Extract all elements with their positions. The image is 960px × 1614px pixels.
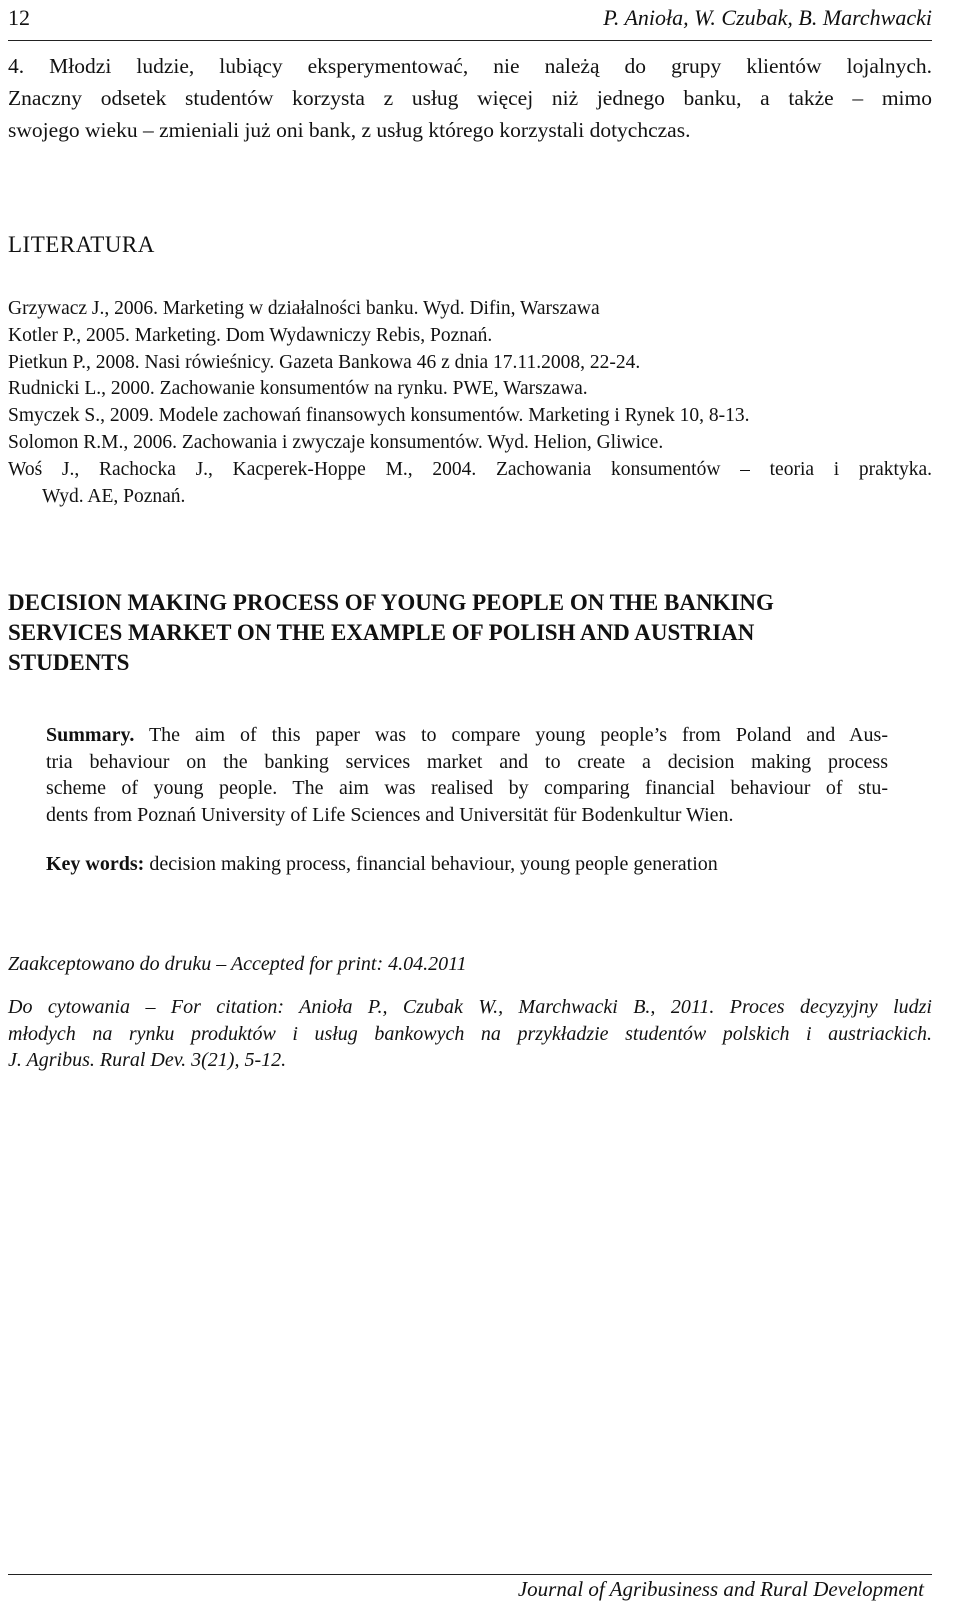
accepted-note: Zaakceptowano do druku – Accepted for print: 4.04.2011 (8, 953, 467, 975)
keywords-text: decision making process, financial behaviour, young people generation (144, 853, 718, 875)
reference-list (8, 296, 932, 510)
keywords-label: Key words: (46, 853, 145, 875)
summary-line (46, 722, 888, 749)
summary-line: scheme of young people. The aim was realised by comparing financial behaviour of stu- (46, 777, 888, 799)
summary-text: The aim of this paper was to compare young people’s from Poland and Aus- (134, 724, 888, 746)
title-line: DECISION MAKING PROCESS OF YOUNG PEOPLE ON THE BANKING (8, 590, 774, 615)
footer-journal-name: Journal of Agribusiness and Rural Development (517, 1577, 924, 1601)
running-head-authors: P. Anioła, W. Czubak, B. Marchwacki (603, 5, 932, 30)
reference-entry: Woś J., Rachocka J., Kacperek-Hoppe M., 2004. Zachowania konsumentów – teoria i praktyka. (8, 458, 932, 480)
english-title (8, 588, 908, 678)
summary-line: tria behaviour on the banking services market and to create a decision making process (46, 750, 888, 773)
page-number: 12 (8, 5, 30, 30)
reference-entry: Solomon R.M., 2006. Zachowania i zwyczaje konsumentów. Wyd. Helion, Gliwice. (8, 431, 664, 453)
title-line: STUDENTS (8, 650, 130, 675)
keywords (46, 851, 906, 877)
reference-entry: Rudnicki L., 2000. Zachowanie konsumentów na rynku. PWE, Warszawa. (8, 378, 588, 400)
citation-note (8, 994, 932, 1074)
literature-heading: LITERATURA (8, 232, 155, 257)
footer-rule (8, 1574, 932, 1575)
title-line: SERVICES MARKET ON THE EXAMPLE OF POLISH AND AUSTRIAN (8, 620, 755, 645)
conclusion-paragraph (8, 50, 932, 146)
running-header (8, 0, 932, 41)
citation-line: Do cytowania – For citation: Anioła P., Czubak W., Marchwacki B., 2011. Proces decyzyjny ludzi (8, 996, 932, 1018)
summary-line: dents from Poznań University of Life Sciences and Universität für Bodenkultur Wien. (46, 803, 734, 826)
text-line: 4. Młodzi ludzie, lubiący eksperymentować, nie należą do grupy klientów lojalnych. (8, 54, 932, 78)
reference-entry: Pietkun P., 2008. Nasi rówieśnicy. Gazeta Bankowa 46 z dnia 17.11.2008, 22-24. (8, 351, 641, 373)
reference-entry: Grzywacz J., 2006. Marketing w działalności banku. Wyd. Difin, Warszawa (8, 298, 600, 319)
reference-entry-continuation: Wyd. AE, Poznań. (42, 485, 186, 507)
summary-label: Summary. (46, 724, 135, 746)
text-line: Znaczny odsetek studentów korzysta z usług więcej niż jednego banku, a także – mimo (8, 86, 932, 110)
citation-line: młodych na rynku produktów i usług bankowych na przykładzie studentów polskich i austriackich. (8, 1022, 932, 1045)
text-line: swojego wieku – zmieniali już oni bank, z usług którego korzystali dotychczas. (8, 118, 691, 142)
summary-paragraph (46, 722, 888, 828)
reference-entry: Smyczek S., 2009. Modele zachowań finansowych konsumentów. Marketing i Rynek 10, 8-13. (8, 405, 750, 427)
citation-line: J. Agribus. Rural Dev. 3(21), 5-12. (8, 1049, 287, 1071)
reference-entry: Kotler P., 2005. Marketing. Dom Wydawniczy Rebis, Poznań. (8, 324, 493, 346)
